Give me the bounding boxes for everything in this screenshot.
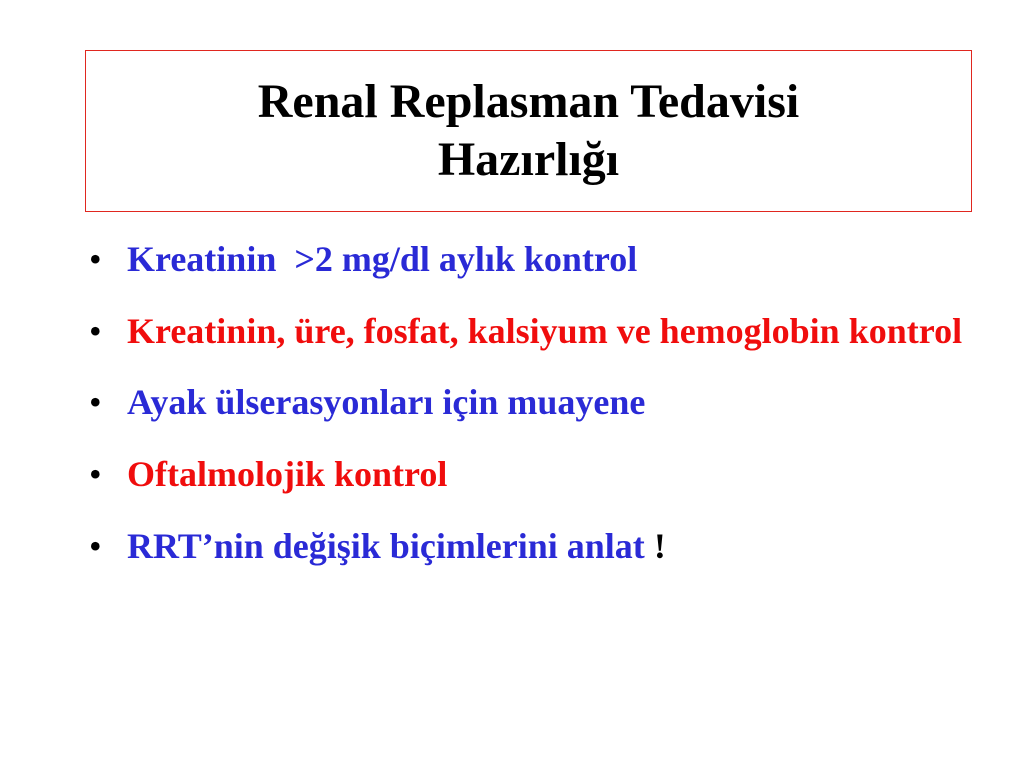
bullet-dot: • [89,526,102,566]
bullet-text-5: RRT’nin değişik biçimlerini anlat [127,526,645,566]
bullet-list [85,232,985,582]
bullet-dot: • [89,454,102,494]
bullet-text-2: Kreatinin, üre, fosfat, kalsiyum ve hemoglobin kontrol [127,311,963,351]
bullet-text-3: Ayak ülserasyonları için muayene [127,382,646,422]
title-line-1: Renal Replasman Tedavisi [257,75,800,128]
bullet-item-5 [85,519,985,574]
title-box [85,50,972,212]
bullet-item-4 [85,447,985,502]
bullet-item-2 [85,304,985,358]
bullet-text-1: Kreatinin >2 mg/dl aylık kontrol [127,239,638,279]
bullet-item-3 [85,375,985,430]
bullet-dot: • [89,382,102,422]
title-line-2: Hazırlığı [437,133,620,186]
bullet-dot: • [89,311,102,351]
bullet-text-4: Oftalmolojik kontrol [127,454,448,494]
bullet-item-1 [85,232,985,287]
bullet-text-5-exclamation: ! [644,526,666,566]
bullet-dot: • [89,239,102,279]
